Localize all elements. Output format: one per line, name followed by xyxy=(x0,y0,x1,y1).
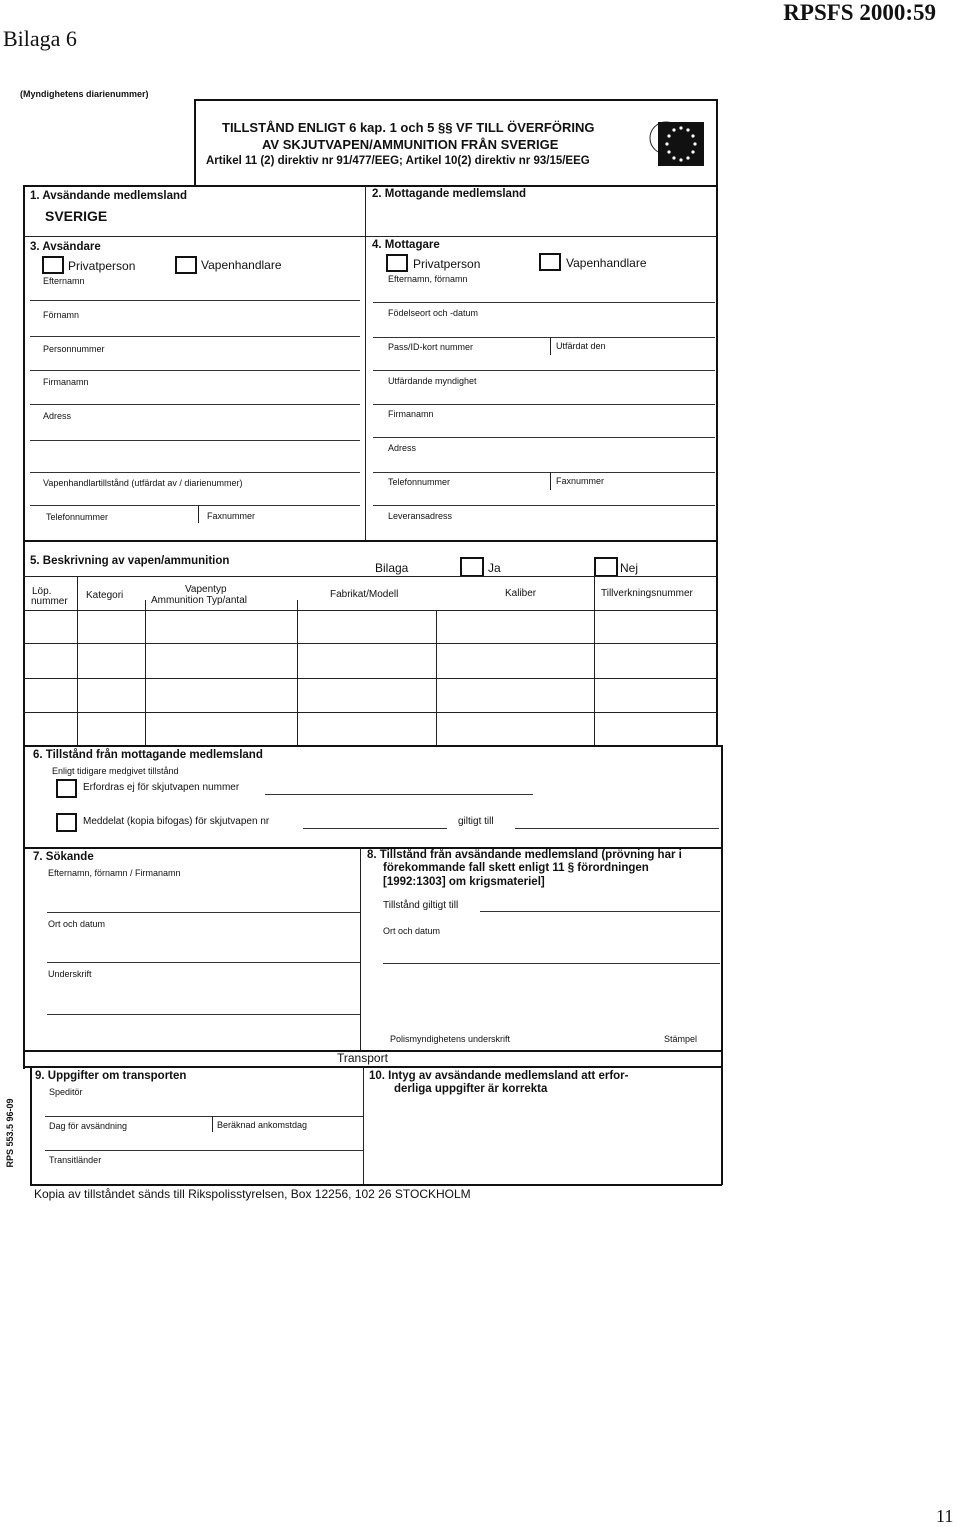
sender-address-field-1[interactable] xyxy=(30,440,360,441)
sender-company-field[interactable] xyxy=(30,404,360,405)
recipient-birth-label: Födelseort och -datum xyxy=(388,308,479,318)
applicant-name-field[interactable] xyxy=(47,912,360,913)
section10-title-line2: derliga uppgifter är korrekta xyxy=(394,1083,548,1095)
forwarder-label: Speditör xyxy=(49,1087,83,1097)
sender-dealer-license-field[interactable] xyxy=(30,505,360,506)
applicant-signature-field[interactable] xyxy=(47,1014,360,1015)
police-signature-label: Polismyndighetens underskrift xyxy=(390,1034,511,1044)
permit-valid-until-label: giltigt till xyxy=(458,816,494,827)
page-number: 11 xyxy=(936,1506,954,1526)
table-col-2 xyxy=(145,600,146,745)
sender-personnummer-label: Personnummer xyxy=(43,344,105,354)
copy-notice: Kopia av tillståndet sänds till Rikspolisstyrelsen, Box 12256, 102 26 STOCKHOLM xyxy=(34,1187,471,1201)
recipient-company-label: Firmanamn xyxy=(388,409,434,419)
col-kategori: Kategori xyxy=(86,590,124,601)
appendix-label: Bilaga 6 xyxy=(3,26,77,51)
section5-top xyxy=(23,540,717,542)
recipient-name-label: Efternamn, förnamn xyxy=(388,274,468,284)
permit-valid-label: Tillstånd giltigt till xyxy=(383,900,459,911)
col-fabrikat: Fabrikat/Modell xyxy=(330,589,399,600)
sender-private-checkbox[interactable] xyxy=(42,256,64,274)
frame-right-lower xyxy=(721,745,723,1185)
section9-left xyxy=(30,1066,32,1186)
section6-subtitle: Enligt tidigare medgivet tillstånd xyxy=(52,766,179,776)
dispatch-divider xyxy=(212,1116,213,1132)
sender-dealer-license-label: Vapenhandlartillstånd (utfärdat av / diarienummer) xyxy=(43,478,243,488)
form-code: RPS 553.5 96-09 xyxy=(5,1098,15,1168)
recipient-company-field[interactable] xyxy=(373,437,715,438)
section2-title: 2. Mottagande medlemsland xyxy=(372,188,527,200)
attachment-no-label: Nej xyxy=(620,561,639,575)
stamp-label: Stämpel xyxy=(664,1034,698,1044)
sender-company-label: Firmanamn xyxy=(43,377,89,387)
recipient-dealer-checkbox[interactable] xyxy=(539,253,561,271)
col-lop-2: nummer xyxy=(31,596,68,607)
frame-top xyxy=(23,185,717,187)
sender-phone-fax-divider xyxy=(198,505,199,523)
recipient-name-field[interactable] xyxy=(373,302,715,303)
section6-top xyxy=(23,745,722,747)
sender-phone-label: Telefonnummer xyxy=(46,512,109,522)
divider-9-10 xyxy=(363,1066,364,1186)
applicant-place-date-label: Ort och datum xyxy=(48,919,106,929)
form-title-line2: AV SKJUTVAPEN/AMMUNITION FRÅN SVERIGE xyxy=(262,137,559,152)
transport-label: Transport xyxy=(337,1051,388,1065)
table-row-2[interactable] xyxy=(23,678,717,679)
recipient-birth-field[interactable] xyxy=(373,337,715,338)
title-box-left xyxy=(194,99,196,185)
attachment-label: Bilaga xyxy=(375,561,409,575)
permit-not-required-field[interactable] xyxy=(265,794,533,795)
recipient-delivery-label: Leveransadress xyxy=(388,511,453,521)
sender-dealer-label: Vapenhandlare xyxy=(201,258,282,272)
row-divider-1 xyxy=(23,236,717,237)
permit-valid-field[interactable] xyxy=(480,911,720,912)
sender-dealer-checkbox[interactable] xyxy=(175,256,197,274)
arrival-date-label: Beräknad ankomstdag xyxy=(217,1120,308,1130)
applicant-place-date-field[interactable] xyxy=(47,962,360,963)
col-kaliber: Kaliber xyxy=(505,588,537,599)
frame-right xyxy=(716,99,718,745)
permit-valid-until-field[interactable] xyxy=(515,828,719,829)
section1-title: 1. Avsändande medlemsland xyxy=(30,190,188,202)
sender-address-label: Adress xyxy=(43,411,72,421)
section10-title-line1: 10. Intyg av avsändande medlemsland att erfor- xyxy=(369,1070,629,1082)
section6-title: 6. Tillstånd från mottagande medlemsland xyxy=(33,749,263,761)
section4-title: 4. Mottagare xyxy=(372,239,440,251)
sender-fax-label: Faxnummer xyxy=(207,511,256,521)
section8-title-line2: förekommande fall skett enligt 11 § förordningen xyxy=(383,862,649,874)
section5-title: 5. Beskrivning av vapen/ammunition xyxy=(30,555,230,567)
recipient-address-label: Adress xyxy=(388,443,417,453)
divider-7-8 xyxy=(360,847,361,1050)
applicant-signature-label: Underskrift xyxy=(48,969,92,979)
transit-countries-label: Transitländer xyxy=(49,1155,102,1165)
sender-surname-field[interactable] xyxy=(30,300,360,301)
col-tillverkningsnummer: Tillverkningsnummer xyxy=(601,588,693,599)
sender-firstname-label: Förnamn xyxy=(43,310,80,320)
table-col-5 xyxy=(594,576,595,745)
section7-title: 7. Sökande xyxy=(33,851,94,863)
recipient-phone-divider xyxy=(550,472,551,490)
recipient-dealer-label: Vapenhandlare xyxy=(566,256,647,270)
sender-private-label: Privatperson xyxy=(68,259,136,273)
title-box-top xyxy=(194,99,716,101)
sender-personnummer-field[interactable] xyxy=(30,370,360,371)
permit-granted-label: Meddelat (kopia bifogas) för skjutvapen nr xyxy=(83,816,270,827)
attachment-yes-label: Ja xyxy=(488,561,501,575)
dispatch-date-label: Dag för avsändning xyxy=(49,1121,128,1131)
recipient-issued-label: Utfärdat den xyxy=(556,341,606,351)
col-lop-1: Löp. xyxy=(32,586,52,597)
section8-title-line3: [1992:1303] om krigsmateriel] xyxy=(383,876,545,888)
recipient-phone-label: Telefonnummer xyxy=(388,477,451,487)
recipient-authority-label: Utfärdande myndighet xyxy=(388,376,477,386)
recipient-phone-field[interactable] xyxy=(373,505,715,506)
sender-address-field-2[interactable] xyxy=(30,472,360,473)
table-col-4 xyxy=(436,610,437,745)
table-header-top xyxy=(23,576,717,577)
frame-left xyxy=(23,185,25,1069)
section9-title: 9. Uppgifter om transporten xyxy=(35,1070,187,1082)
frame-middle-upper xyxy=(365,185,366,540)
permit-granted-checkbox[interactable] xyxy=(56,813,77,832)
recipient-passport-field[interactable] xyxy=(373,370,715,371)
recipient-address-field[interactable] xyxy=(373,472,715,473)
diarienummer-label: (Myndighetens diarienummer) xyxy=(20,89,149,99)
permit-granted-field[interactable] xyxy=(303,828,447,829)
eu-flag-icon xyxy=(646,118,706,172)
table-col-1 xyxy=(77,576,78,745)
recipient-passport-label: Pass/ID-kort nummer xyxy=(388,342,474,352)
forwarder-field[interactable] xyxy=(45,1116,363,1117)
table-col-3 xyxy=(297,600,298,745)
sender-firstname-field[interactable] xyxy=(30,336,360,337)
recipient-passport-divider xyxy=(550,337,551,355)
section3-title: 3. Avsändare xyxy=(30,241,101,253)
permit-not-required-checkbox[interactable] xyxy=(56,779,77,798)
applicant-name-label: Efternamn, förnamn / Firmanamn xyxy=(48,868,181,878)
dispatch-date-field[interactable] xyxy=(45,1150,363,1151)
table-row-3[interactable] xyxy=(23,712,717,713)
recipient-private-checkbox[interactable] xyxy=(386,254,408,272)
col-ammunition: Ammunition Typ/antal xyxy=(151,595,247,606)
recipient-private-label: Privatperson xyxy=(413,257,481,271)
section8-title-line1: 8. Tillstånd från avsändande medlemsland (prövning har i xyxy=(367,849,682,861)
attachment-yes-checkbox[interactable] xyxy=(460,557,484,577)
recipient-authority-field[interactable] xyxy=(373,404,715,405)
table-row-1[interactable] xyxy=(23,643,717,644)
section9-bottom xyxy=(30,1184,722,1186)
col-vapentyp: Vapentyp xyxy=(185,584,227,595)
attachment-no-checkbox[interactable] xyxy=(594,557,618,577)
sender-country: SVERIGE xyxy=(45,208,108,224)
recipient-fax-label: Faxnummer xyxy=(556,476,605,486)
regulation-code: RPSFS 2000:59 xyxy=(783,0,936,25)
sender-surname-label: Efternamn xyxy=(43,276,85,286)
table-header-bottom xyxy=(23,610,717,611)
permit-not-required-label: Erfordras ej för skjutvapen nummer xyxy=(83,782,240,793)
form-title-line1: TILLSTÅND ENLIGT 6 kap. 1 och 5 §§ VF TILL ÖVERFÖRING xyxy=(222,120,595,135)
authority-place-date-field[interactable] xyxy=(383,963,720,964)
section9-top xyxy=(23,1066,722,1068)
authority-place-date-label: Ort och datum xyxy=(383,926,441,936)
form-title-line3: Artikel 11 (2) direktiv nr 91/477/EEG; Artikel 10(2) direktiv nr 93/15/EEG xyxy=(206,155,590,167)
